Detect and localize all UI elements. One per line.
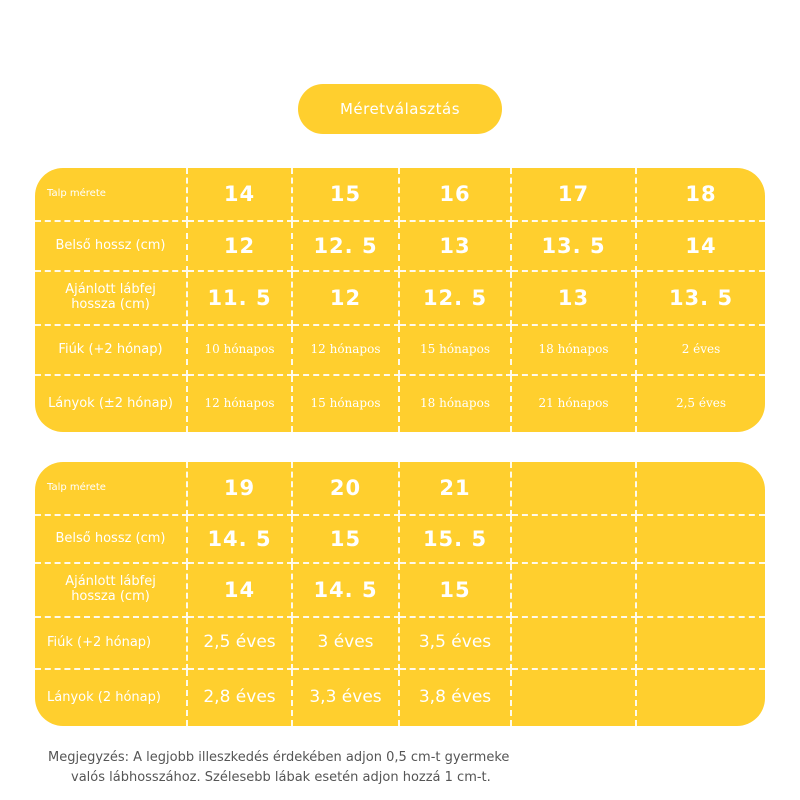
table-cell (637, 618, 765, 670)
table-row (35, 272, 765, 326)
table-row (35, 222, 765, 272)
table-row (35, 516, 765, 564)
table-cell (512, 462, 637, 516)
table-cell: 21 (400, 462, 512, 516)
table-cell: 19 (188, 462, 293, 516)
table-cell: 14 (637, 222, 765, 272)
table-cell: 15. 5 (400, 516, 512, 564)
table-cell: 3,5 éves (400, 618, 512, 670)
table-cell: 12 (188, 222, 293, 272)
table-cell: 18 (637, 168, 765, 222)
table-cell: 13 (400, 222, 512, 272)
table-cell: 15 (293, 516, 400, 564)
table-row (35, 326, 765, 376)
table-row (35, 462, 765, 516)
table-cell: 13 (512, 272, 637, 326)
table-cell (512, 618, 637, 670)
table-cell (637, 516, 765, 564)
table-cell: 18 hónapos (400, 376, 512, 432)
table-cell: 12 (293, 272, 400, 326)
table-cell: 10 hónapos (188, 326, 293, 376)
note-line-2: valós lábhosszához. Szélesebb lábak esetén adjon hozzá 1 cm-t. (71, 770, 491, 785)
table-cell: 18 hónapos (512, 326, 637, 376)
table-cell: 14. 5 (188, 516, 293, 564)
table-cell (637, 564, 765, 618)
table-cell: 3,8 éves (400, 670, 512, 726)
row-label: Talp mérete (35, 462, 188, 516)
table-cell: 14. 5 (293, 564, 400, 618)
row-label: Belső hossz (cm) (35, 222, 188, 272)
size-note (48, 748, 768, 788)
table-cell: 12 hónapos (293, 326, 400, 376)
table-cell: 14 (188, 564, 293, 618)
table-cell: 16 (400, 168, 512, 222)
table-cell: 3,3 éves (293, 670, 400, 726)
table-cell: 2 éves (637, 326, 765, 376)
table-cell: 12 hónapos (188, 376, 293, 432)
table-cell: 15 hónapos (400, 326, 512, 376)
note-line-1: Megjegyzés: A legjobb illeszkedés érdekében adjon 0,5 cm-t gyermeke (48, 750, 510, 765)
table-row (35, 618, 765, 670)
table-row (35, 670, 765, 726)
table-row (35, 376, 765, 432)
size-chart-table-2 (35, 462, 765, 726)
table-cell (512, 564, 637, 618)
table-cell: 13. 5 (637, 272, 765, 326)
table-cell: 2,5 éves (188, 618, 293, 670)
table-row (35, 564, 765, 618)
table-cell: 2,5 éves (675, 396, 727, 411)
table-cell (637, 462, 765, 516)
row-label: Belső hossz (cm) (35, 516, 188, 564)
table-cell: 2,8 éves (188, 670, 293, 726)
table-cell: 15 (293, 168, 400, 222)
table-cell: 12. 5 (400, 272, 512, 326)
table-cell (512, 516, 637, 564)
page-title: Méretválasztás (298, 84, 502, 134)
row-label: Talp mérete (35, 168, 188, 222)
table-cell: 20 (293, 462, 400, 516)
row-label: Ajánlott lábfej hossza (cm) (35, 564, 188, 618)
row-label: Lányok (±2 hónap) (35, 376, 188, 432)
row-label: Fiúk (+2 hónap) (35, 326, 188, 376)
table-cell: 15 (400, 564, 512, 618)
table-cell: 21 hónapos (512, 376, 637, 432)
table-cell: 12. 5 (293, 222, 400, 272)
row-label: Fiúk (+2 hónap) (35, 618, 188, 670)
table-cell: 3 éves (293, 618, 400, 670)
table-cell: 14 (188, 168, 293, 222)
row-label: Lányok (2 hónap) (35, 670, 188, 726)
table-cell: 13. 5 (512, 222, 637, 272)
size-chart-table-1 (35, 168, 765, 432)
table-cell (512, 670, 637, 726)
table-cell: 15 hónapos (293, 376, 400, 432)
table-row (35, 168, 765, 222)
table-cell: 11. 5 (188, 272, 293, 326)
row-label: Ajánlott lábfej hossza (cm) (35, 272, 188, 326)
table-cell: 17 (512, 168, 637, 222)
table-cell (637, 670, 765, 726)
